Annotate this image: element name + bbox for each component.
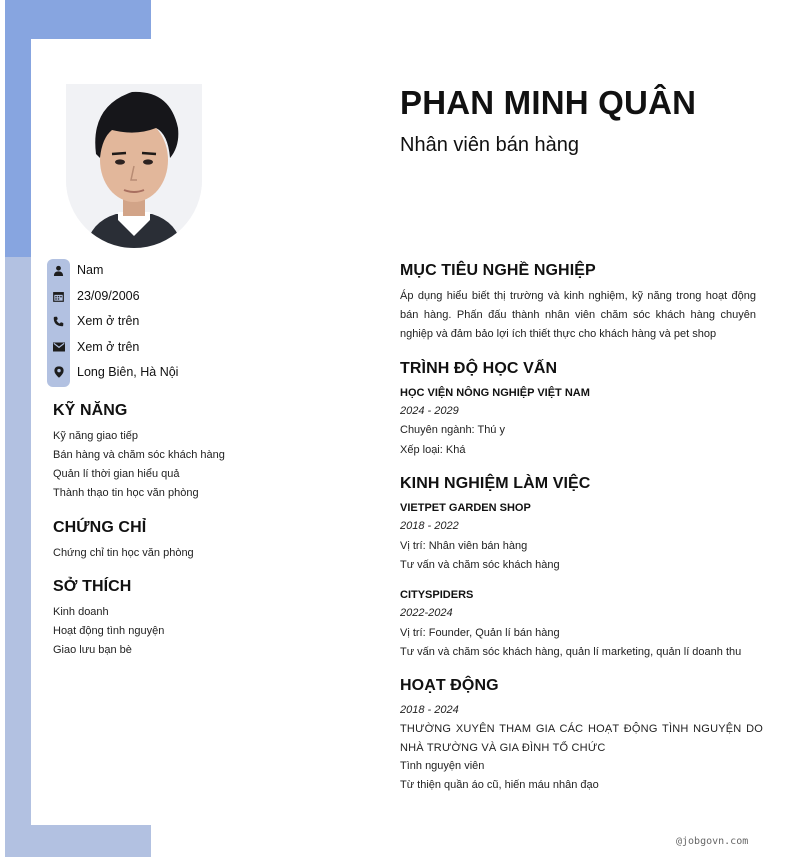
- contact-address: [47, 360, 178, 384]
- activity-item: Từ thiện quần áo cũ, hiến máu nhân đạo: [400, 779, 599, 791]
- job-description: Tư vấn và chăm sóc khách hàng, quản lí marketing, quản lí doanh thu: [400, 646, 742, 658]
- gender-text: Nam: [77, 263, 104, 277]
- skill-item: Bán hàng và chăm sóc khách hàng: [53, 449, 225, 461]
- profile-photo: [66, 84, 202, 248]
- skill-item: Quản lí thời gian hiểu quả: [53, 468, 180, 480]
- candidate-name: PHAN MINH QUÂN: [400, 84, 697, 121]
- certificates-title: CHỨNG CHỈ: [53, 519, 147, 536]
- education-major: Chuyên ngành: Thú y: [400, 424, 505, 436]
- experience-title: KINH NGHIỆM LÀM VIỆC: [400, 475, 591, 492]
- skills-title: KỸ NĂNG: [53, 402, 128, 419]
- person-icon: [47, 258, 70, 282]
- job-position: Vị trí: Founder, Quản lí bán hàng: [400, 627, 560, 639]
- objective-title: MỤC TIÊU NGHỀ NGHIỆP: [400, 262, 596, 279]
- contact-gender: [47, 258, 103, 282]
- job-description: Tư vấn và chăm sóc khách hàng: [400, 559, 560, 571]
- education-title: TRÌNH ĐỘ HỌC VẤN: [400, 360, 558, 377]
- candidate-role: Nhân viên bán hàng: [400, 134, 580, 156]
- hobby-item: Kinh doanh: [53, 606, 109, 618]
- contact-email: [47, 335, 139, 359]
- skill-item: Kỹ năng giao tiếp: [53, 430, 139, 442]
- birthday-text: 23/09/2006: [77, 289, 140, 303]
- education-period: 2024 - 2029: [400, 405, 459, 417]
- email-text: Xem ở trên: [77, 340, 140, 354]
- watermark: @jobgovn.com: [676, 836, 749, 847]
- job-period: 2018 - 2022: [400, 520, 459, 532]
- job-position: Vị trí: Nhân viên bán hàng: [400, 540, 528, 552]
- job-company: CITYSPIDERS: [400, 589, 474, 601]
- contact-phone: [47, 309, 139, 333]
- job-period: 2022-2024: [400, 607, 453, 619]
- activities-title: HOẠT ĐỘNG: [400, 677, 499, 694]
- location-icon: [47, 360, 70, 384]
- skill-item: Thành thạo tin học văn phòng: [53, 487, 199, 499]
- address-text: Long Biên, Hà Nội: [77, 365, 179, 379]
- activities-period: 2018 - 2024: [400, 704, 459, 716]
- certificate-item: Chứng chỉ tin học văn phòng: [53, 547, 194, 559]
- contact-birthday: [47, 284, 140, 308]
- phone-text: Xem ở trên: [77, 314, 140, 328]
- objective-text: Áp dụng hiểu biết thị trường và kinh nghiệm, kỹ năng trong hoạt động bán hàng. Phấn đấu thành nhân viên chăm sóc khách hàng chuyên nghiệp và đảm bảo lợi ích thiết thực cho khách hàng và pet shop: [400, 290, 756, 340]
- hobbies-title: SỞ THÍCH: [53, 578, 132, 595]
- activity-item: Tình nguyện viên: [400, 760, 485, 772]
- hobby-item: Giao lưu bạn bè: [53, 644, 132, 656]
- job-company: VIETPET GARDEN SHOP: [400, 502, 531, 514]
- school-name: HỌC VIỆN NÔNG NGHIỆP VIỆT NAM: [400, 387, 590, 399]
- phone-icon: [47, 309, 70, 333]
- calendar-icon: [47, 284, 70, 308]
- hobby-item: Hoạt động tình nguyện: [53, 625, 165, 637]
- education-grade: Xếp loại: Khá: [400, 444, 466, 456]
- activities-text: THƯỜNG XUYÊN THAM GIA CÁC HOẠT ĐỘNG TÌNH NGUYỆN DO NHÀ TRƯỜNG VÀ GIA ĐÌNH TỔ CHỨC: [400, 723, 763, 754]
- email-icon: [47, 335, 70, 359]
